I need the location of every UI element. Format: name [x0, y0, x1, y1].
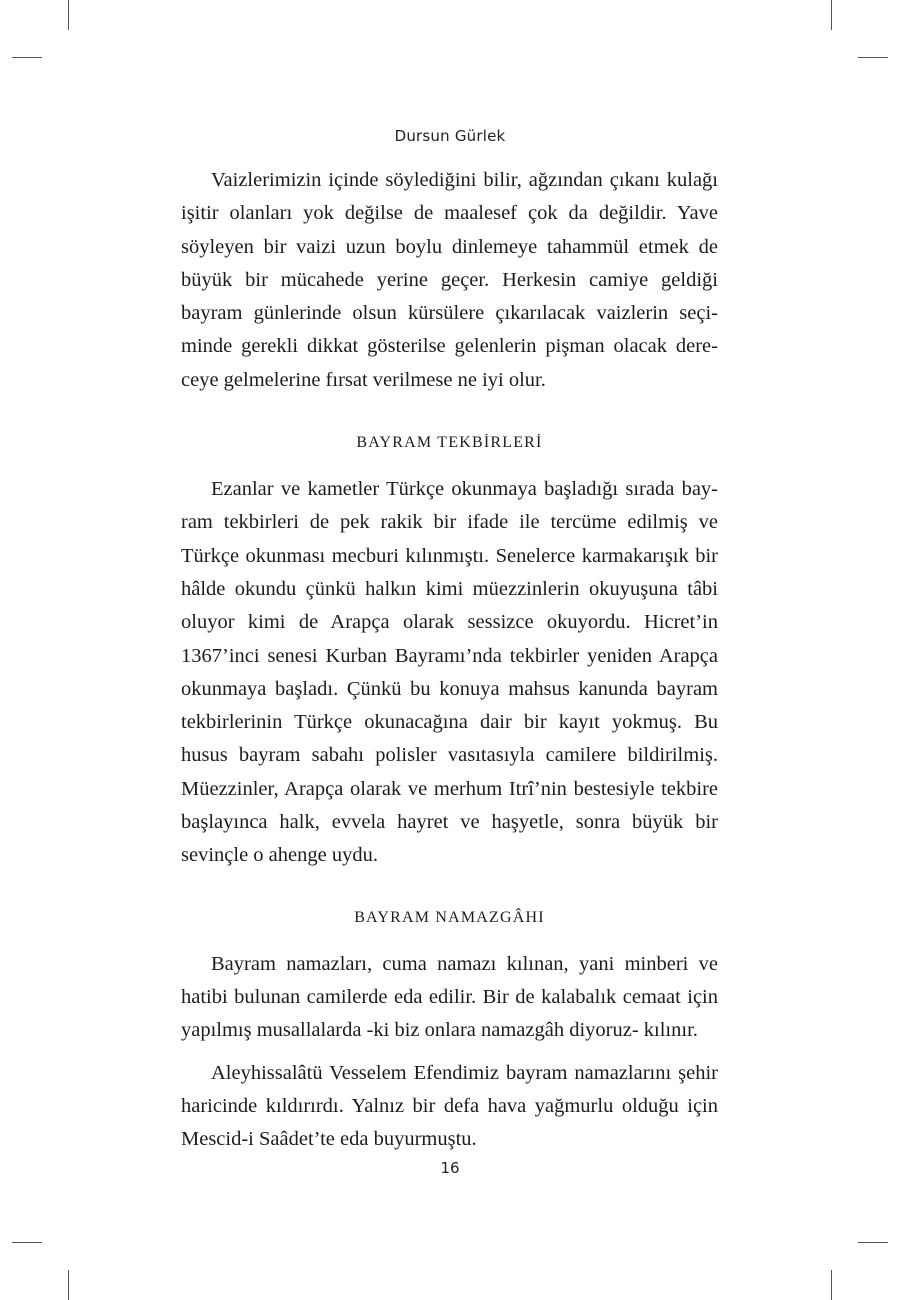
paragraph-vaizler: Vaizlerimizin içinde söylediğini bilir, ağzından çıkanı kulağı işitir olanları yok değilse de maalesef çok da değildir. Yave söyleyen bir vaizi uzun boylu dinlemeye tahammül etmek de büyük bir mücahede yerine geçer. Herkesin camiye geldiği bayram günlerinde olsun kürsülere çıkarılacak vaizlerin seçiminde gerekli dikkat gösterilse gelenlerin pişman olacak dereceye gelmelerine fırsat verilmese ne iyi olur.: [181, 169, 718, 391]
paragraph-bayram-namazlari: Bayram namazları, cuma namazı kılınan, yani minberi ve hatibi bulunan camilerde eda edilir. Bir de kalabalık cemaat için yapılmış musallalarda -ki biz onlara namazgâh diyoruz- kılınır.: [181, 952, 718, 1042]
crop-mark-bottom-left: [68, 1270, 69, 1300]
section-heading-tekbirler: BAYRAM TEKBİRLERİ: [356, 434, 543, 452]
running-head-author: Dursun Gürlek: [394, 127, 506, 145]
crop-mark-bottom-right: [831, 1270, 832, 1300]
section-heading-namazgahi: BAYRAM NAMAZGÂHI: [354, 908, 545, 926]
crop-mark-top-left: [68, 0, 69, 30]
paragraph-aleyhissalatu: Aleyhissalâtü Vesselem Efendimiz bayram namazlarını şehir haricinde kıldırırdı. Yalnız bir defa hava yağmurlu olduğu için Mescid-i Saâdet’te eda buyurmuştu.: [181, 1061, 718, 1151]
page-number: 16: [440, 1159, 460, 1177]
crop-mark-left-bottom: [12, 1242, 42, 1243]
body-text: [181, 164, 718, 1156]
crop-mark-top-right: [831, 0, 832, 30]
crop-mark-right-top: [858, 57, 888, 58]
paragraph-tekbirler: Ezanlar ve kametler Türkçe okunmaya başladığı sırada bayram tekbirleri de pek rakik bir ifade ile tercüme edilmiş ve Türkçe okunması mecburi kılınmıştı. Senelerce karmakarışık bir hâlde okundu çünkü halkın kimi müezzinlerin okuyuşuna tâbi oluyor kimi de Arapça olarak sessizce okuyordu. Hicret’in 1367’inci senesi Kurban Bayramı’nda tekbirler yeniden Arapça okunmaya başladı. Çünkü bu konuya mahsus kanunda bayram tekbirlerinin Türkçe okunacağına dair bir kayıt yokmuş. Bu husus bayram sabahı polisler vasıtasıyla camilere bildirilmiş. Müezzinler, Arapça olarak ve merhum Itrî’nin bestesiyle tekbire başlayınca halk, evvela hayret ve haşyetle, sonra büyük bir sevinçle o ahenge uydu.: [181, 478, 718, 867]
crop-mark-right-bottom: [858, 1242, 888, 1243]
crop-mark-left-top: [12, 57, 42, 58]
